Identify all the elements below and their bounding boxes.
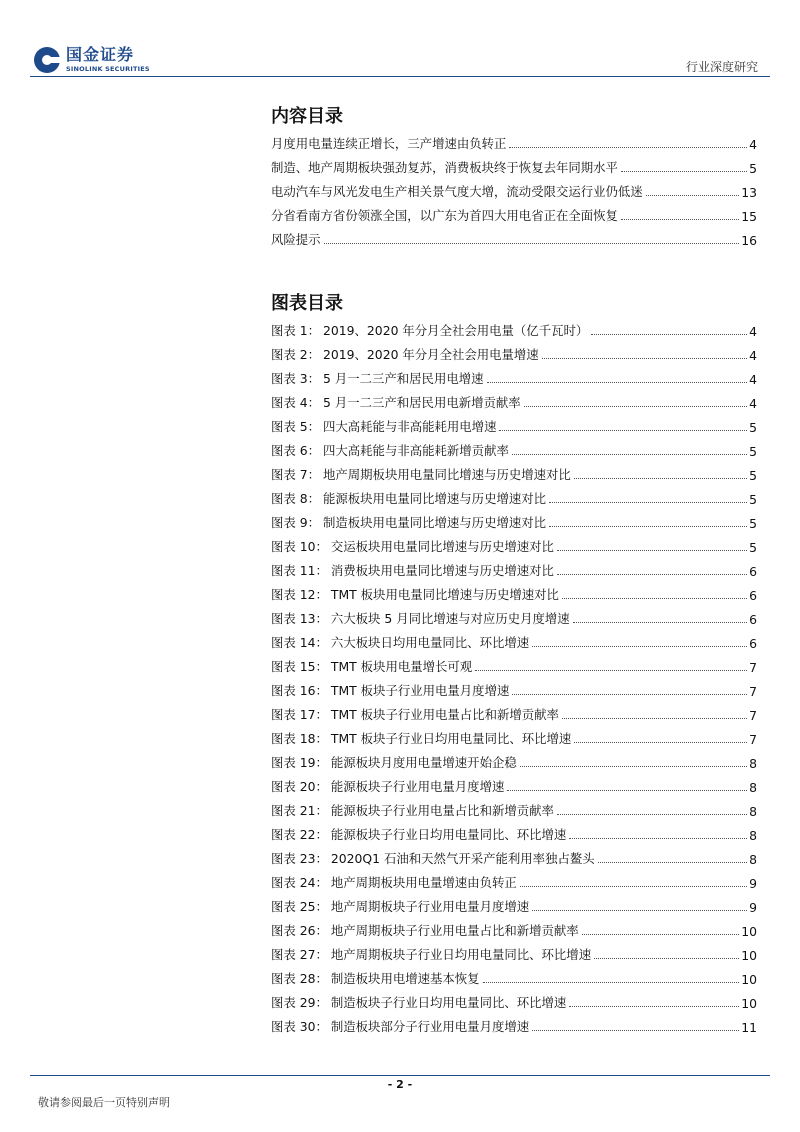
toc-entry-page: 5 [749,420,757,435]
toc-entry[interactable] [271,819,757,843]
dot-leader [582,933,740,935]
toc-entry[interactable] [271,387,757,411]
brand-logo [34,46,150,74]
dot-leader [532,909,747,911]
toc-entry-label: 电动汽车与风光发电生产相关景气度大增，流动受限交运行业仍低迷 [271,184,643,199]
toc-entry-page: 10 [741,948,757,963]
toc-entry-label: 能源板块用电量同比增速与历史增速对比 [323,491,547,506]
toc-entry-page: 5 [749,161,757,176]
dot-leader [574,477,747,479]
dot-leader [557,549,747,551]
figure-number: 图表 20： [271,779,328,794]
dot-leader [646,194,740,196]
toc-entry-page: 9 [749,900,757,915]
toc-entry[interactable] [271,339,757,363]
dot-leader [520,765,747,767]
dot-leader [573,621,747,623]
toc-entry-page: 15 [741,209,757,224]
toc-entry-page: 4 [749,324,757,339]
toc-entry-page: 8 [749,804,757,819]
toc-entry-page: 10 [741,924,757,939]
figure-number: 图表 18： [271,731,328,746]
toc-entry[interactable] [271,531,757,555]
dot-leader [532,645,747,647]
toc-entry[interactable] [271,603,757,627]
figure-number: 图表 12： [271,587,328,602]
toc-entry-label: 交运板块用电量同比增速与历史增速对比 [330,539,554,554]
toc-entry-page: 6 [749,564,757,579]
toc-entry-label: 地产周期板块用电量同比增速与历史增速对比 [323,467,571,482]
toc-entry-label: 5 月一二三产和居民用电新增贡献率 [323,395,521,410]
toc-entry-page: 6 [749,612,757,627]
figure-number: 图表 8： [271,491,320,506]
toc-entry-label: TMT 板块用电量同比增速与历史增速对比 [330,587,559,602]
toc-entry-page: 7 [749,732,757,747]
toc-entry-page: 8 [749,780,757,795]
figure-number: 图表 2： [271,347,320,362]
toc-entry-page: 7 [749,708,757,723]
toc-entry[interactable] [271,224,757,248]
figure-number: 图表 17： [271,707,328,722]
toc-entry[interactable] [271,483,757,507]
dot-leader [512,693,747,695]
toc-entry-label: 风险提示 [271,232,321,247]
figure-number: 图表 4： [271,395,320,410]
figure-number: 图表 19： [271,755,328,770]
toc-entry-label: 能源板块月度用电量增速开始企稳 [330,755,517,770]
brand-name-cn: 国金证券 [66,45,135,65]
dot-leader [598,861,747,863]
toc-entry-label: 能源板块子行业用电量占比和新增贡献率 [330,803,554,818]
toc-entry[interactable] [271,435,757,459]
toc-entry-label: 地产周期板块用电量增速由负转正 [330,875,517,890]
dot-leader [524,405,747,407]
toc-entry-label: 能源板块子行业用电量月度增速 [330,779,505,794]
toc-entry[interactable] [271,315,757,339]
toc-entry[interactable] [271,795,757,819]
toc-entry-page: 5 [749,516,757,531]
figure-number: 图表 10： [271,539,328,554]
dot-leader [549,525,747,527]
toc-entry-page: 6 [749,636,757,651]
figures-list [271,315,757,1035]
toc-entry-label: 2020Q1 石油和天然气开采产能利用率独占鳌头 [330,851,595,866]
toc-entry[interactable] [271,891,757,915]
toc-entry-label: 四大高耗能与非高能耗用电增速 [323,419,497,434]
dot-leader [483,981,740,983]
toc-entry-page: 5 [749,492,757,507]
dot-leader [520,885,747,887]
toc-entry[interactable] [271,867,757,891]
figure-number: 图表 7： [271,467,320,482]
toc-entry-page: 5 [749,468,757,483]
dot-leader [621,218,739,220]
dot-leader [499,429,747,431]
figures-title: 图表目录 [271,293,343,314]
sinolink-logo-icon [34,47,60,73]
toc-entry-label: 月度用电量连续正增长，三产增速由负转正 [271,136,507,151]
toc-entry-page: 11 [741,1020,757,1035]
toc-entry-label: 分省看南方省份领涨全国，以广东为首四大用电省正在全面恢复 [271,208,618,223]
figure-number: 图表 6： [271,443,320,458]
toc-entry[interactable] [271,651,757,675]
toc-entry[interactable] [271,507,757,531]
dot-leader [562,597,747,599]
toc-entry-page: 7 [749,660,757,675]
dot-leader [557,813,747,815]
dot-leader [621,170,747,172]
toc-entry-page: 10 [741,996,757,1011]
brand-name-en: SINOLINK SECURITIES [66,65,150,74]
toc-entry[interactable] [271,915,757,939]
figure-number: 图表 11： [271,563,328,578]
dot-leader [557,573,747,575]
toc-entry-page: 9 [749,876,757,891]
toc-entry-label: TMT 板块子行业日均用电量同比、环比增速 [330,731,572,746]
dot-leader [487,381,747,383]
figure-number: 图表 15： [271,659,328,674]
page-number: - 2 - [387,1078,413,1091]
toc-entry-label: 制造板块部分子行业用电量月度增速 [330,1019,530,1034]
toc-entry[interactable] [271,200,757,224]
figure-number: 图表 3： [271,371,320,386]
figure-number: 图表 13： [271,611,328,626]
toc-entry-page: 10 [741,972,757,987]
dot-leader [569,837,747,839]
toc-entry-label: 四大高耗能与非高能耗新增贡献率 [323,443,509,458]
dot-leader [562,717,747,719]
figure-number: 图表 26： [271,923,328,938]
toc-entry-page: 7 [749,684,757,699]
page-header [0,0,800,80]
toc-entry[interactable] [271,843,757,867]
figure-number: 图表 23： [271,851,328,866]
figure-number: 图表 30： [271,1019,328,1034]
toc-entry-label: 5 月一二三产和居民用电增速 [323,371,484,386]
toc-entry-label: 2019、2020 年分月全社会用电量增速 [323,347,539,362]
toc-entry-page: 4 [749,348,757,363]
toc-entry[interactable] [271,747,757,771]
footer-disclaimer: 敬请参阅最后一页特别声明 [38,1096,170,1109]
toc-entry-page: 4 [749,137,757,152]
toc-entry[interactable] [271,128,757,152]
toc-entry-page: 16 [741,233,757,248]
toc-entry-label: 制造板块子行业日均用电量同比、环比增速 [330,995,567,1010]
toc-entry[interactable] [271,723,757,747]
toc-entry[interactable] [271,459,757,483]
toc-entry[interactable] [271,771,757,795]
figure-number: 图表 1： [271,323,320,338]
dot-leader [549,501,747,503]
toc-entry-label: 六大板块日均用电量同比、环比增速 [330,635,530,650]
toc-entry-label: TMT 板块用电量增长可观 [330,659,473,674]
dot-leader [591,333,747,335]
toc-entry-label: 六大板块 5 月同比增速与对应历史月度增速 [330,611,570,626]
dot-leader [594,957,739,959]
toc-entry[interactable] [271,627,757,651]
toc-entry-label: TMT 板块子行业用电量月度增速 [330,683,510,698]
toc-entry-label: 地产周期板块子行业用电量月度增速 [330,899,530,914]
toc-entry[interactable] [271,987,757,1011]
toc-entry[interactable] [271,1011,757,1035]
figure-number: 图表 5： [271,419,320,434]
toc-entry-page: 5 [749,444,757,459]
report-type: 行业深度研究 [685,60,758,74]
header-divider [30,76,770,77]
toc-entry-label: 地产周期板块子行业日均用电量同比、环比增速 [330,947,592,962]
dot-leader [574,741,747,743]
toc-entry[interactable] [271,675,757,699]
toc-entry[interactable] [271,939,757,963]
toc-entry-label: 地产周期板块子行业用电量占比和新增贡献率 [330,923,579,938]
toc-entry-page: 8 [749,852,757,867]
toc-entry-label: 制造板块用电增速基本恢复 [330,971,480,986]
toc-entry[interactable] [271,363,757,387]
toc-entry[interactable] [271,152,757,176]
figure-number: 图表 27： [271,947,328,962]
figure-number: 图表 25： [271,899,328,914]
toc-entry[interactable] [271,411,757,435]
figure-number: 图表 22： [271,827,328,842]
dot-leader [324,242,740,244]
figure-number: 图表 16： [271,683,328,698]
figure-number: 图表 9： [271,515,320,530]
footer-divider [30,1075,770,1076]
toc-entry-page: 13 [741,185,757,200]
dot-leader [475,669,747,671]
toc-entry[interactable] [271,579,757,603]
contents-list [271,128,757,248]
toc-entry-label: 2019、2020 年分月全社会用电量（亿千瓦时） [323,323,589,338]
toc-entry-label: 能源板块子行业日均用电量同比、环比增速 [330,827,567,842]
toc-entry-label: 制造板块用电量同比增速与历史增速对比 [323,515,547,530]
toc-entry-page: 6 [749,588,757,603]
toc-entry-page: 4 [749,396,757,411]
toc-entry-page: 8 [749,756,757,771]
dot-leader [509,146,747,148]
figure-number: 图表 29： [271,995,328,1010]
toc-entry[interactable] [271,555,757,579]
figure-number: 图表 14： [271,635,328,650]
dot-leader [512,453,747,455]
toc-entry-page: 4 [749,372,757,387]
toc-entry-page: 8 [749,828,757,843]
toc-entry-label: 制造、地产周期板块强劲复苏，消费板块终于恢复去年同期水平 [271,160,618,175]
dot-leader [542,357,747,359]
dot-leader [507,789,747,791]
figure-number: 图表 21： [271,803,328,818]
contents-title: 内容目录 [271,106,343,127]
toc-entry[interactable] [271,963,757,987]
toc-entry[interactable] [271,699,757,723]
dot-leader [532,1029,739,1031]
figure-number: 图表 28： [271,971,328,986]
toc-entry-label: TMT 板块子行业用电量占比和新增贡献率 [330,707,559,722]
figure-number: 图表 24： [271,875,328,890]
dot-leader [569,1005,739,1007]
toc-entry-label: 消费板块用电量同比增速与历史增速对比 [330,563,554,578]
toc-entry[interactable] [271,176,757,200]
toc-entry-page: 5 [749,540,757,555]
